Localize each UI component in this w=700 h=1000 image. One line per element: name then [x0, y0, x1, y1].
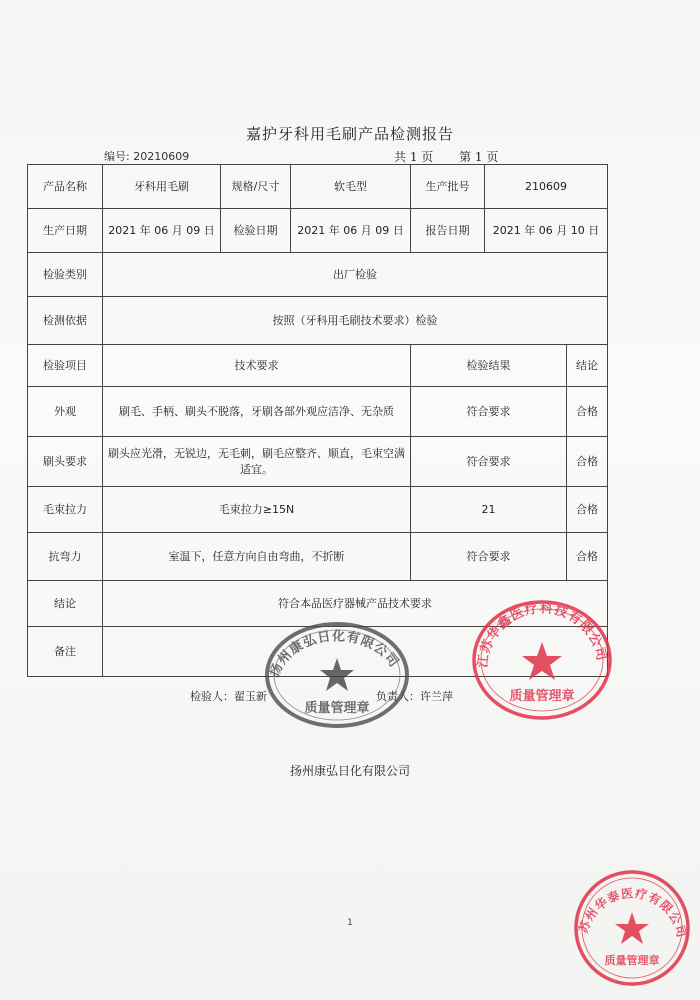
star-icon	[522, 642, 562, 680]
item-requirement: 毛束拉力≥15N	[103, 487, 411, 533]
seal-1-text: 扬州康弘日化有限公司	[267, 629, 402, 680]
spec-label: 规格/尺寸	[221, 165, 291, 209]
table-row	[28, 487, 608, 533]
seal-1-bottom: 质量管理章	[304, 701, 370, 716]
item-requirement: 刷毛、手柄、刷头不脱落，牙刷各部外观应洁净、无杂质	[103, 387, 411, 437]
item-name: 外观	[28, 387, 103, 437]
page-number: 1	[347, 918, 353, 928]
report-number: 编号: 20210609	[104, 150, 190, 163]
table-row	[28, 297, 608, 345]
inspection-date-label: 检验日期	[221, 209, 291, 253]
item-requirement: 室温下，任意方向自由弯曲，不折断	[103, 533, 411, 581]
item-name: 毛束拉力	[28, 487, 103, 533]
production-date-label: 生产日期	[28, 209, 103, 253]
header-result: 检验结果	[411, 345, 567, 387]
seal-2-text: 江苏华鑫医疗科技有限公司	[475, 601, 609, 669]
remarks-label: 备注	[28, 627, 103, 677]
item-requirement: 刷头应光滑，无锐边，无毛刺，刷毛应整齐、顺直，毛束空满适宜。	[103, 437, 411, 487]
company-name: 扬州康弘日化有限公司	[289, 764, 410, 778]
seal-2-bottom: 质量管理章	[509, 689, 575, 704]
header-item: 检验项目	[28, 345, 103, 387]
table-row	[28, 253, 608, 297]
page-info	[394, 148, 520, 165]
product-name-value: 牙科用毛刷	[103, 165, 221, 209]
star-icon	[320, 658, 354, 691]
seal-3-bottom: 质量管理章	[604, 954, 660, 967]
table-row	[28, 533, 608, 581]
batch-label: 生产批号	[411, 165, 485, 209]
inspection-type-value: 出厂检验	[103, 253, 608, 297]
item-result: 符合要求	[411, 533, 567, 581]
table-row	[28, 437, 608, 487]
conclusion-label: 结论	[28, 581, 103, 627]
inspection-date-value: 2021 年 06 月 09 日	[291, 209, 411, 253]
report-date-label: 报告日期	[411, 209, 485, 253]
conclusion-value: 符合本品医疗器械产品技术要求	[103, 581, 608, 627]
spec-value: 软毛型	[291, 165, 411, 209]
report-title: 嘉护牙科用毛刷产品检测报告	[245, 125, 454, 143]
company-seal-grey	[262, 620, 412, 730]
production-date-value: 2021 年 06 月 09 日	[103, 209, 221, 253]
report-date-value: 2021 年 06 月 10 日	[485, 209, 608, 253]
item-result: 符合要求	[411, 437, 567, 487]
item-conclusion: 合格	[567, 533, 608, 581]
item-result: 符合要求	[411, 387, 567, 437]
table-row	[28, 165, 608, 209]
responsible-signature: 负责人：许兰萍	[376, 690, 453, 703]
basis-value: 按照（牙科用毛刷技术要求）检验	[103, 297, 608, 345]
item-conclusion: 合格	[567, 487, 608, 533]
table-row	[28, 387, 608, 437]
inspection-type-label: 检验类别	[28, 253, 103, 297]
item-name: 抗弯力	[28, 533, 103, 581]
star-icon	[615, 912, 649, 944]
inspector-signature: 检验人：翟玉新	[190, 690, 267, 703]
current-page: 第 1 页	[459, 150, 499, 164]
company-seal-red-1	[470, 598, 615, 723]
item-result: 21	[411, 487, 567, 533]
header-requirement: 技术要求	[103, 345, 411, 387]
item-conclusion: 合格	[567, 437, 608, 487]
total-pages: 共 1 页	[394, 150, 434, 164]
table-row	[28, 209, 608, 253]
company-seal-red-2	[572, 868, 692, 988]
product-name-label: 产品名称	[28, 165, 103, 209]
batch-value: 210609	[485, 165, 608, 209]
item-conclusion: 合格	[567, 387, 608, 437]
seal-3-text: 苏州华泰医疗有限公司	[576, 886, 689, 940]
header-conclusion: 结论	[567, 345, 608, 387]
basis-label: 检测依据	[28, 297, 103, 345]
item-name: 刷头要求	[28, 437, 103, 487]
table-header-row	[28, 345, 608, 387]
